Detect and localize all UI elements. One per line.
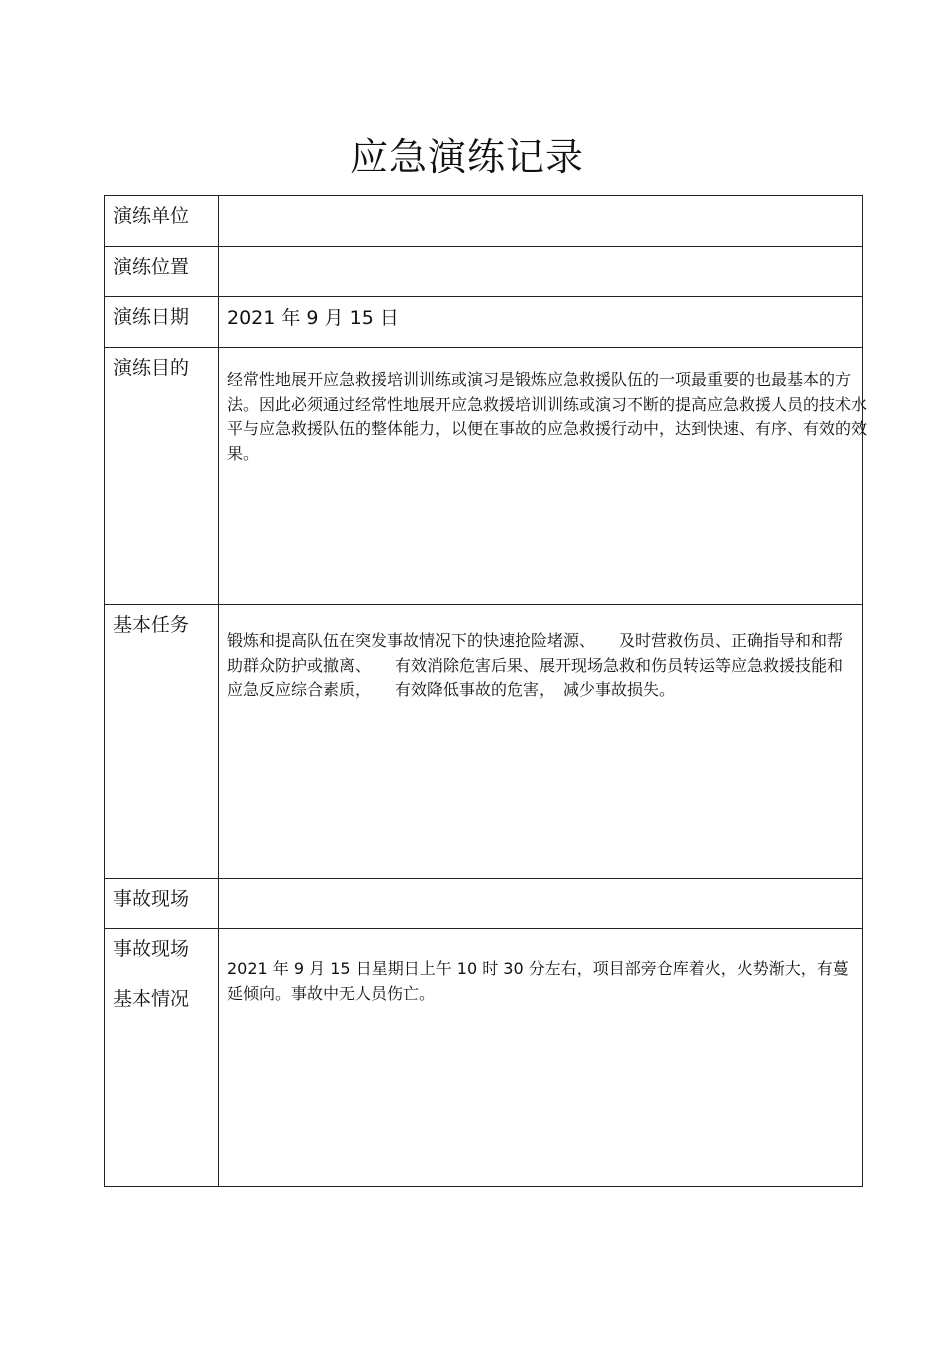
table-row xyxy=(105,196,863,247)
table-row xyxy=(105,348,863,605)
scene-basic-value-cell xyxy=(219,929,863,1187)
unit-value-cell xyxy=(219,196,863,247)
table-row xyxy=(105,929,863,1187)
scene-value xyxy=(219,879,862,889)
location-label: 演练位置 xyxy=(105,247,219,297)
purpose-label: 演练目的 xyxy=(105,348,219,605)
table-row xyxy=(105,605,863,879)
table-row xyxy=(105,247,863,297)
page-title: 应急演练记录 xyxy=(349,135,584,179)
task-text: 锻炼和提高队伍在突发事故情况下的快速抢险堵源、 及时营救伤员、正确指导和和帮助群众防护或撤离、 有效消除危害后果、展开现场急救和伤员转运等应急救援技能和应急反应综合素质， 有效降低事故的危害， 减少事故损失。 xyxy=(227,631,844,699)
date-value: 2021 年 9 月 15 日 xyxy=(227,307,399,329)
scene-basic-label-line1: 事故现场 xyxy=(113,938,190,960)
date-value-cell xyxy=(219,297,863,348)
drill-record-table xyxy=(104,195,868,1187)
scene-basic-text: 2021 年 9 月 15 日星期日上午 10 时 30 分左右，项目部旁仓库着火，火势渐大，有蔓延倾向。事故中无人员伤亡。 xyxy=(227,959,849,1003)
table-row xyxy=(105,297,863,348)
table-row xyxy=(105,879,863,929)
task-label: 基本任务 xyxy=(105,605,219,879)
location-value xyxy=(219,247,862,257)
task-value-cell xyxy=(219,605,863,879)
scene-label: 事故现场 xyxy=(105,879,219,929)
purpose-text: 经常性地展开应急救援培训训练或演习是锻炼应急救援队伍的一项最重要的也最基本的方法。因此必须通过经常性地展开应急救援培训训练或演习不断的提高应急救援人员的技术水平与应急救援队伍的整体能力，以便在事故的应急救援行动中，达到快速、有序、有效的效果。 xyxy=(227,370,868,463)
scene-basic-label-line2: 基本情况 xyxy=(113,988,190,1010)
purpose-value-cell xyxy=(219,348,868,605)
location-value-cell xyxy=(219,247,863,297)
date-label: 演练日期 xyxy=(105,297,219,348)
unit-label: 演练单位 xyxy=(105,196,219,247)
scene-basic-label xyxy=(105,929,219,1187)
scene-value-cell xyxy=(219,879,863,929)
unit-value xyxy=(219,196,862,206)
